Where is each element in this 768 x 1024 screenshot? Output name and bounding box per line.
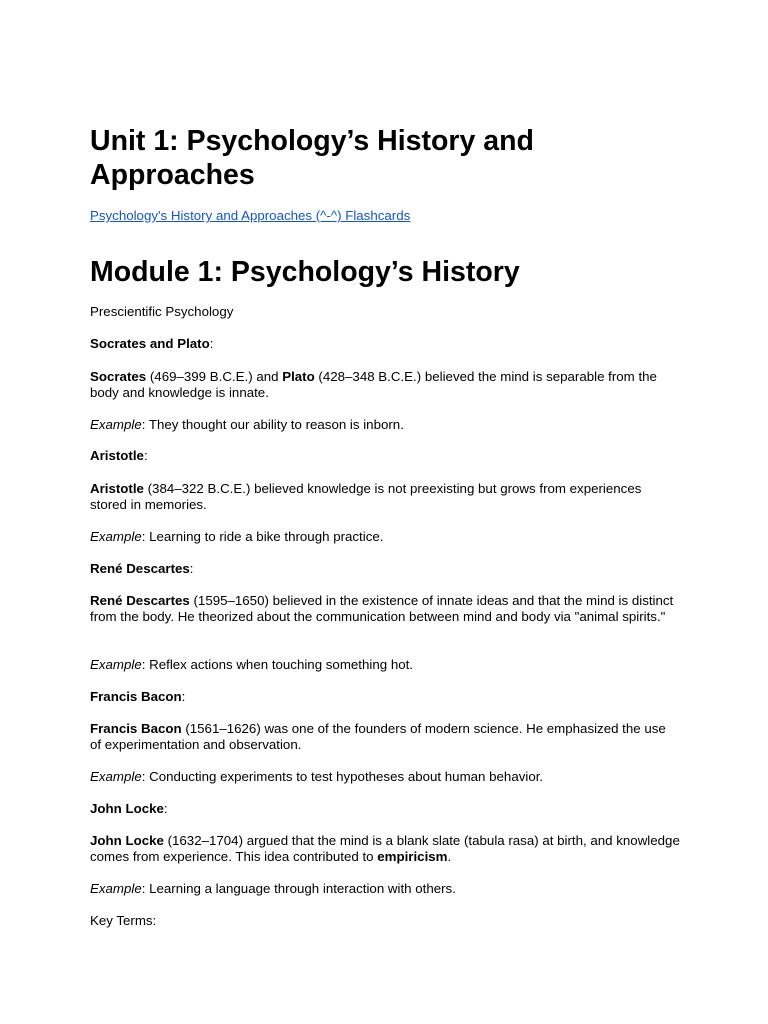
body-bold: John Locke <box>90 833 164 848</box>
flashcards-link[interactable]: Psychology's History and Approaches (^-^) Flashcards <box>90 208 411 223</box>
section-body-socrates-plato <box>90 369 680 401</box>
example-label: Example <box>90 769 142 784</box>
example-label: Example <box>90 881 142 896</box>
body-text: (384–322 B.C.E.) believed knowledge is not preexisting but grows from experiences stored in memories. <box>90 481 642 512</box>
section-heading-text: René Descartes <box>90 561 190 576</box>
heading-colon: : <box>209 336 214 351</box>
key-terms-label: Key Terms: <box>90 913 157 928</box>
body-text: (1632–1704) argued that the mind is a blank slate (tabula rasa) at birth, and knowledge comes from experience. This idea contributed to <box>90 833 680 864</box>
example-text: : Reflex actions when touching something hot. <box>141 657 414 672</box>
body-text: (1595–1650) believed in the existence of innate ideas and that the mind is distinct from the body. He theorized about the communication between mind and body via "animal spirits." <box>90 593 674 624</box>
body-bold: Plato <box>282 369 315 384</box>
body-text: (469–399 B.C.E.) and <box>146 369 283 384</box>
body-bold: Aristotle <box>90 481 144 496</box>
example-text: : Learning a language through interaction with others. <box>141 881 456 896</box>
unit-title: Unit 1: Psychology’s History and Approaches <box>90 125 534 191</box>
section-heading-aristotle <box>90 448 680 464</box>
section-heading-text: Socrates and Plato <box>90 336 210 351</box>
heading-colon: : <box>143 448 148 463</box>
section-heading-socrates-plato <box>90 336 680 352</box>
example-text: : They thought our ability to reason is inborn. <box>141 417 404 432</box>
section-heading-text: Francis Bacon <box>90 689 182 704</box>
body-text: (428–348 B.C.E.) believed the mind is separable from the body and knowledge is innate. <box>90 369 657 400</box>
section-heading-bacon <box>90 689 680 705</box>
section-body-aristotle <box>90 481 680 513</box>
heading-colon: : <box>163 801 168 816</box>
heading-colon: : <box>189 561 194 576</box>
heading-colon: : <box>181 689 186 704</box>
body-bold: Socrates <box>90 369 147 384</box>
example-text: : Conducting experiments to test hypotheses about human behavior. <box>141 769 544 784</box>
section-body-locke <box>90 833 680 865</box>
section-example-locke <box>90 881 680 897</box>
example-text: : Learning to ride a bike through practice. <box>141 529 384 544</box>
body-text: . <box>447 849 452 864</box>
body-bold: empiricism <box>377 849 448 864</box>
section-body-bacon <box>90 721 680 753</box>
section-heading-locke <box>90 801 680 817</box>
body-bold: Francis Bacon <box>90 721 182 736</box>
example-label: Example <box>90 529 142 544</box>
example-label: Example <box>90 417 142 432</box>
section-example-bacon <box>90 769 680 785</box>
example-label: Example <box>90 657 142 672</box>
body-text: (1561–1626) was one of the founders of modern science. He emphasized the use of experimentation and observation. <box>90 721 666 752</box>
section-heading-text: John Locke <box>90 801 164 816</box>
section-body-descartes <box>90 593 680 625</box>
section-example-aristotle <box>90 529 680 545</box>
section-example-descartes <box>90 657 680 673</box>
section-example-socrates-plato <box>90 417 680 433</box>
prescientific-label: Prescientific Psychology <box>90 304 234 319</box>
module-title: Module 1: Psychology’s History <box>90 256 520 288</box>
section-heading-text: Aristotle <box>90 448 144 463</box>
section-heading-descartes <box>90 561 680 577</box>
body-bold: René Descartes <box>90 593 190 608</box>
